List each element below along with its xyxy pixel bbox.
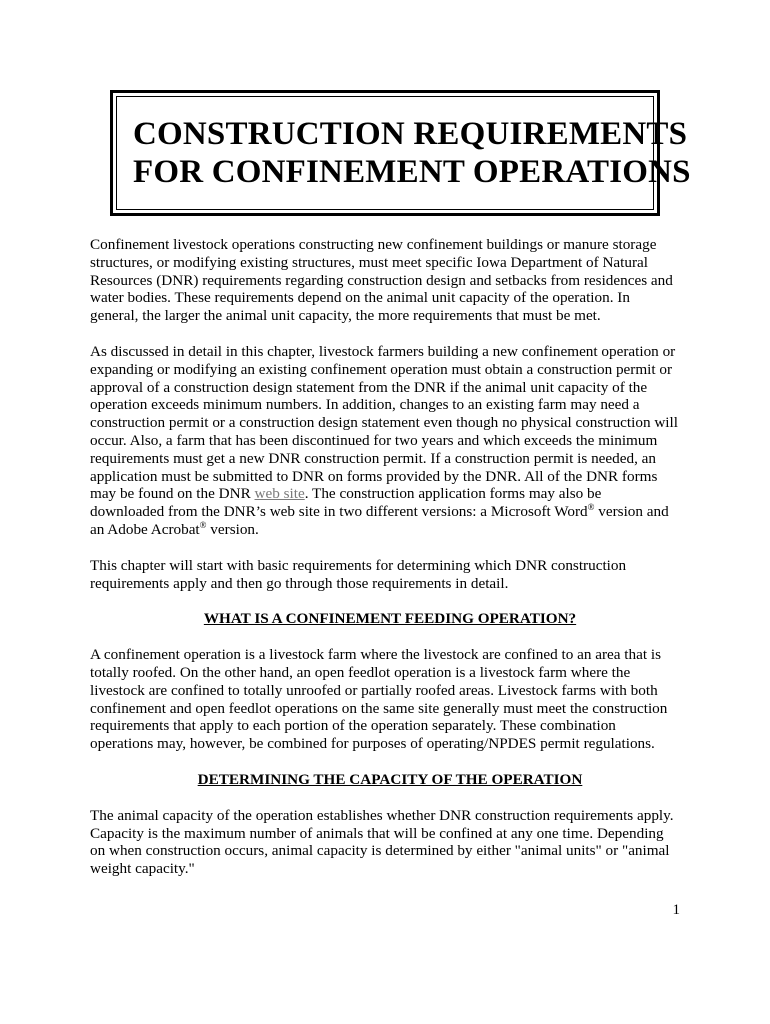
dnr-web-site-link[interactable]: web site	[254, 485, 305, 503]
document-title-line-2: FOR CONFINEMENT OPERATIONS	[133, 154, 691, 190]
text-line: water bodies. These requirements depend on the animal unit capacity of the operation. In	[90, 289, 630, 307]
text-line: This chapter will start with basic requirements for determining which DNR construction	[90, 556, 627, 574]
text-line: structures, or modifying existing structures, must meet specific Iowa Department of Natural	[90, 253, 648, 271]
text-line	[90, 503, 690, 521]
text-segment: may be found on the DNR	[90, 485, 255, 503]
text-line: application must be submitted to DNR on forms provided by the DNR. All of the DNR forms	[90, 467, 658, 485]
document-body	[90, 236, 690, 896]
text-segment: version and	[594, 503, 669, 521]
text-line: Resources (DNR) requirements regarding construction design and setbacks from residences and	[90, 271, 673, 289]
text-line: on when construction occurs, animal capacity is determined by either "animal units" or "animal	[90, 842, 670, 860]
text-line: totally roofed. On the other hand, an open feedlot operation is a livestock farm where the	[90, 663, 631, 681]
title-box-inner	[116, 96, 691, 210]
permit-paragraph	[90, 343, 690, 539]
text-line: operation exceeds minimum numbers. In addition, changes to an existing farm may need a	[90, 396, 640, 414]
registered-mark: ®	[199, 519, 207, 530]
text-line	[90, 521, 690, 539]
page-number: 1	[672, 902, 680, 918]
text-line: Confinement livestock operations constructing new confinement buildings or manure storage	[90, 236, 657, 253]
text-line: requirements apply and then go through those requirements in detail.	[90, 574, 509, 592]
title-box	[110, 90, 691, 216]
text-line: occur. Also, a farm that has been discontinued for two years and which exceeds the minimum	[90, 431, 658, 449]
text-line: confinement and open feedlot operations on the same site generally must meet the construction	[90, 699, 668, 717]
text-line: construction permit or a construction design statement even though no physical construction will	[90, 414, 678, 432]
text-segment: . The construction application forms may also be	[304, 485, 602, 503]
text-segment: an Adobe Acrobat	[90, 520, 200, 538]
text-line: requirements that apply to each portion of the operation separately. These combination	[90, 717, 616, 735]
section-heading-confinement: WHAT IS A CONFINEMENT FEEDING OPERATION?	[203, 610, 577, 628]
text-line: requirements must get a new DNR construction permit. If a construction permit is needed, an	[90, 449, 657, 467]
document-title-line-1: CONSTRUCTION REQUIREMENTS	[133, 116, 688, 152]
text-line: The animal capacity of the operation establishes whether DNR construction requirements apply.	[90, 806, 674, 824]
text-line: weight capacity."	[90, 860, 195, 878]
text-line: operations may, however, be combined for purposes of operating/NPDES permit regulations.	[90, 735, 655, 753]
text-line: general, the larger the animal unit capacity, the more requirements that must be met.	[90, 307, 601, 325]
intro-paragraph	[90, 236, 690, 325]
text-segment: downloaded from the DNR’s web site in two different versions: a Microsoft Word	[90, 503, 588, 521]
capacity-paragraph	[90, 807, 690, 878]
confinement-definition-paragraph	[90, 646, 690, 753]
text-segment: version.	[206, 520, 259, 538]
text-line	[90, 485, 690, 503]
text-line: A confinement operation is a livestock farm where the livestock are confined to an area that is	[90, 646, 662, 664]
text-line: livestock are confined to totally unroofed or partially roofed areas. Livestock farms with both	[90, 681, 658, 699]
text-line: Capacity is the maximum number of animals that will be confined at any one time. Depending	[90, 824, 664, 842]
text-line: approval of a construction design statement from the DNR if the animal unit capacity of the	[90, 378, 648, 396]
text-line: expanding or modifying an existing confinement operation must obtain a construction permit or	[90, 360, 673, 378]
text-line: As discussed in detail in this chapter, livestock farmers building a new confinement operation or	[90, 342, 676, 360]
section-heading-capacity: DETERMINING THE CAPACITY OF THE OPERATION	[197, 770, 583, 788]
registered-mark: ®	[587, 502, 595, 513]
chapter-overview-paragraph	[90, 557, 690, 593]
